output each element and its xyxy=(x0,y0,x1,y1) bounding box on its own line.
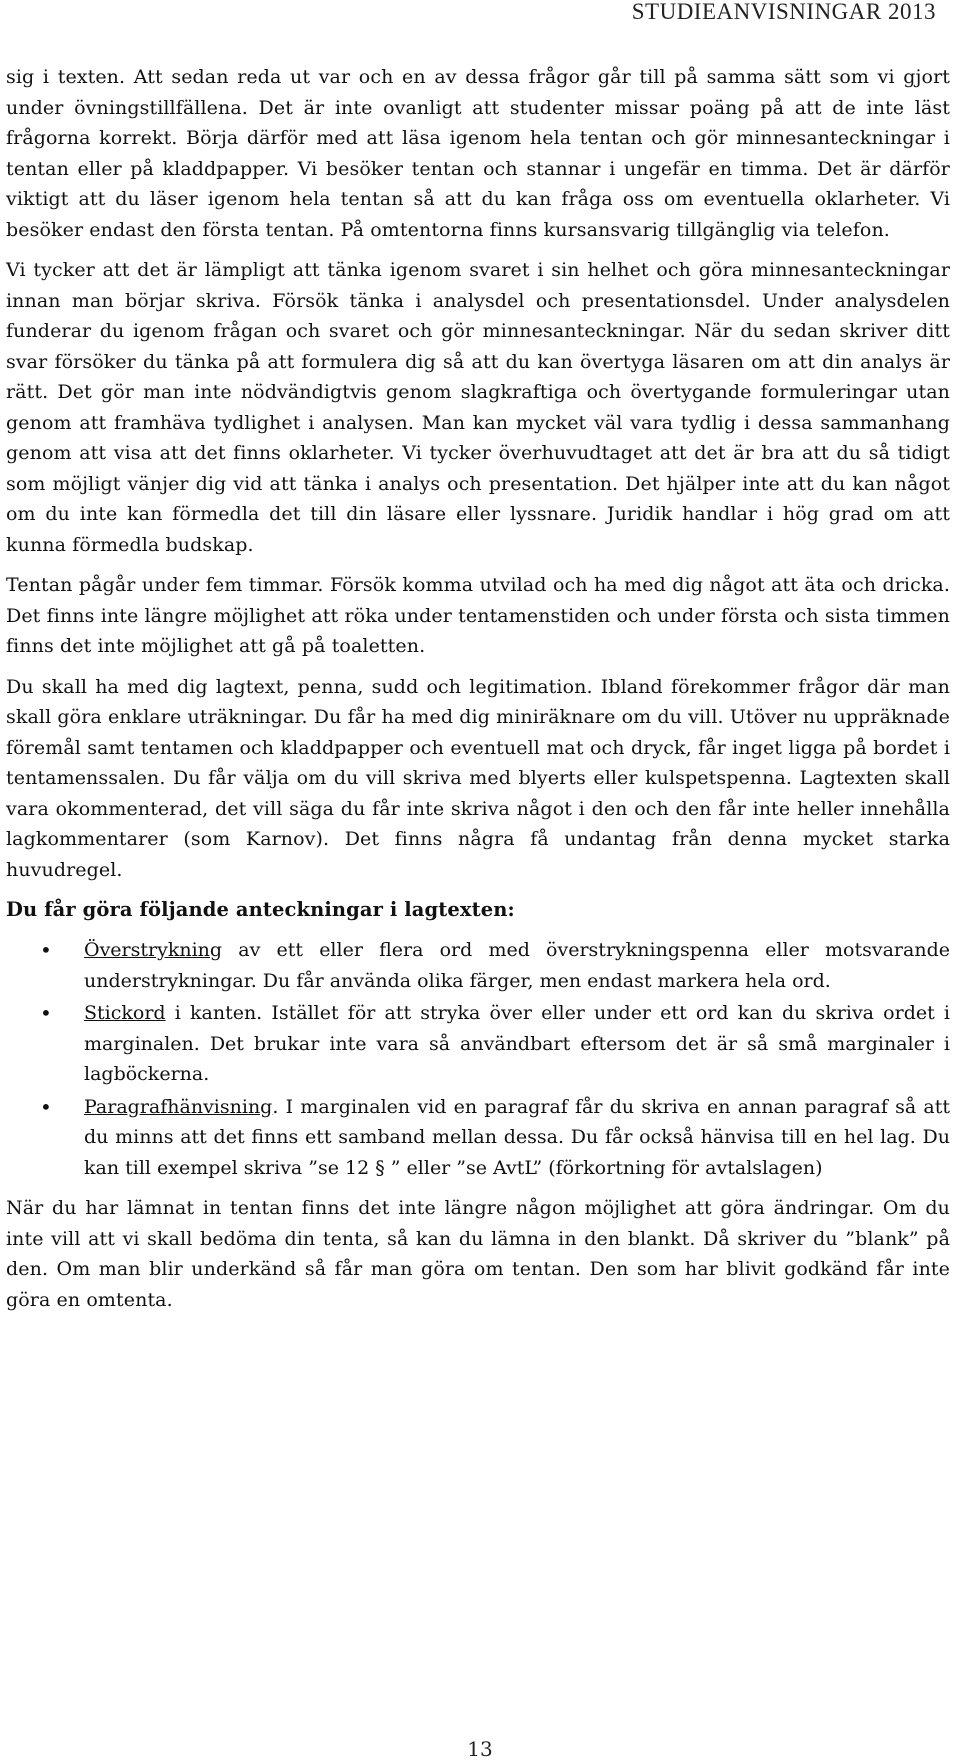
paragraph: sig i texten. Att sedan reda ut var och en av dessa frågor går till på samma sätt som vi gjort under övningstillfällena. Det är inte ovanligt att studenter missar poäng på att de inte läst frågorna korrekt. Börja därför med att läsa igenom hela tentan och gör minnesanteckningar i tentan eller på kladdpapper. Vi besöker tentan och stannar i ungefär en timma. Det är därför viktigt att du läser igenom hela tentan så att du kan fråga oss om eventuella oklarheter. Vi besöker endast den första tentan. På omtentorna finns kursansvarig tillgänglig via telefon. xyxy=(6,66,950,241)
list-item xyxy=(6,1092,950,1184)
list-item-text: . I marginalen vid en paragraf får du skriva en annan paragraf så att du minns att det finns ett samband mellan dessa. Du får också hänvisa till en hel lag. Du kan till exempel skriva ”se 12 § ” eller ”se AvtL” (förkortning för avtalslagen) xyxy=(84,1095,950,1179)
annotation-list xyxy=(6,935,950,1183)
paragraph: Tentan pågår under fem timmar. Försök komma utvilad och ha med dig något att äta och dricka. Det finns inte längre möjlighet att röka under tentamenstiden och under första och sista timmen finns det inte möjlighet att gå på toaletten. xyxy=(6,574,950,657)
paragraph: Vi tycker att det är lämpligt att tänka igenom svaret i sin helhet och göra minnesanteckningar innan man börjar skriva. Försök tänka i analysdel och presentationsdel. Under analysdelen funderar du igenom frågan och svaret och gör minnesanteckningar. När du sedan skriver ditt svar försöker du tänka på att formulera dig så att du kan övertyga läsaren om att din analys är rätt. Det gör man inte nödvändigtvis genom slagkraftiga och övertygande formuleringar utan genom att framhäva tydlighet i analysen. Man kan mycket väl vara tydlig i dessa sammanhang genom att visa att det finns oklarheter. Vi tycker överhuvudtaget att det är bra att du så tidigt som möjligt vänjer dig vid att tänka i analys och presentation. Det hjälper inte att du kan något om du inte kan förmedla det till din läsare eller lyssnare. Juridik handlar i hög grad om att kunna förmedla budskap. xyxy=(6,259,950,556)
list-item-term: Överstrykning xyxy=(84,939,223,961)
closing-paragraph: När du har lämnat in tentan finns det inte längre någon möjlighet att göra ändringar. Om du inte vill att vi skall bedöma din tenta, så kan du lämna in den blankt. Då skriver du ”blank” på den. Om man blir underkänd så får man göra om tentan. Den som har blivit godkänd får inte göra en omtenta. xyxy=(6,1197,950,1311)
page-header: STUDIEANVISNINGAR 2013 xyxy=(631,0,936,24)
list-item-term: Paragrafhänvisning xyxy=(84,1095,273,1118)
list-item-text: av ett eller flera ord med överstrykningspenna eller motsvarande understrykningar. Du får använda olika färger, men endast markera hela ord. xyxy=(84,939,950,992)
paragraph: Du skall ha med dig lagtext, penna, sudd och legitimation. Ibland förekommer frågor där man skall göra enklare uträkningar. Du får ha med dig miniräknare om du vill. Utöver nu uppräknade föremål samt tentamen och kladdpapper och eventuell mat och dryck, får inget ligga på bordet i tentamenssalen. Du får välja om du vill skriva med blyerts eller kulspetspenna. Lagtexten skall vara okommenterad, det vill säga du får inte skriva något i den och den får inte heller innehålla lagkommentarer (som Karnov). Det finns några få undantag från denna mycket starka huvudregel. xyxy=(6,675,950,881)
bullet-icon: • xyxy=(40,1094,52,1119)
page-number: 13 xyxy=(467,1737,493,1761)
list-item-term: Stickord xyxy=(84,1002,166,1024)
list-item-text: i kanten. Istället för att stryka över eller under ett ord kan du skriva ordet i marginalen. Det brukar inte vara så användbart eftersom det är så små marginaler i lagböckerna. xyxy=(84,1002,950,1085)
list-item xyxy=(6,998,950,1090)
bullet-icon: • xyxy=(40,1001,52,1025)
page-content xyxy=(6,62,950,1325)
list-item xyxy=(6,935,950,996)
list-heading: Du får göra följande anteckningar i lagtexten: xyxy=(6,898,515,921)
bullet-icon: • xyxy=(40,938,52,962)
